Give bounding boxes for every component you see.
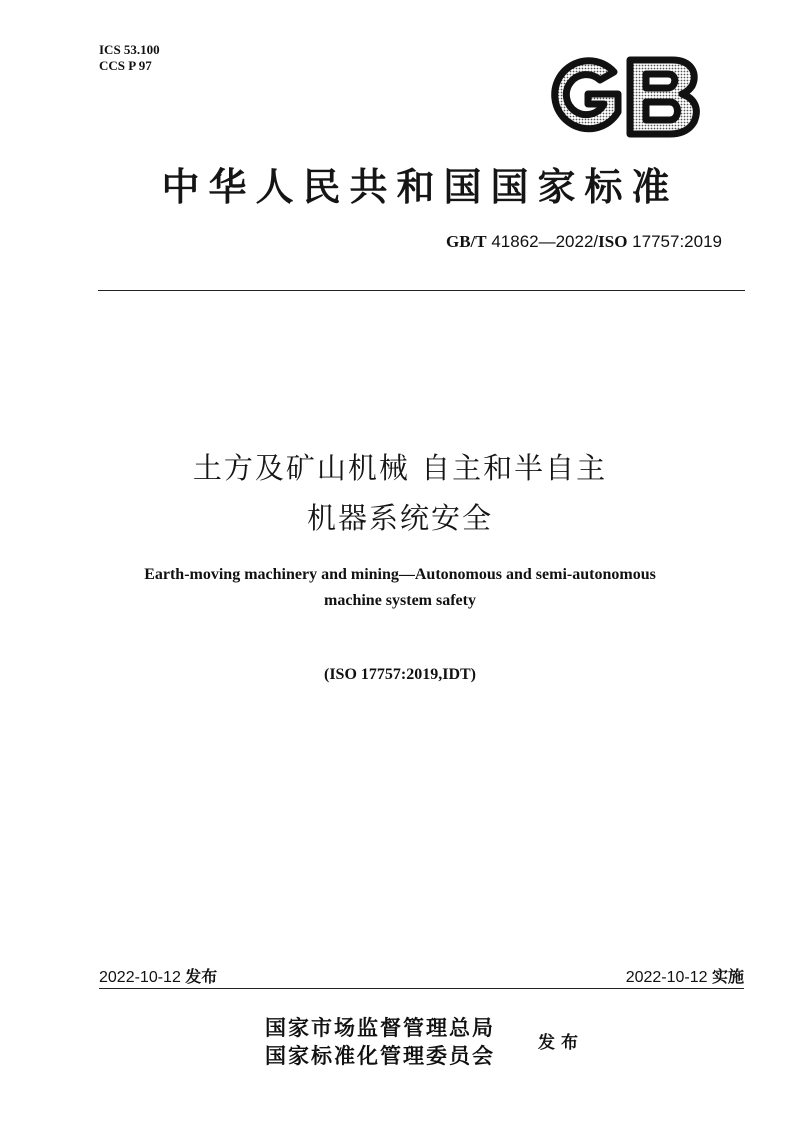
standard-number [446,232,722,252]
footer-divider [99,988,744,989]
implement-date-value: 2022-10-12 [625,969,708,986]
title-cn-line1: 土方及矿山机械 自主和半自主 [192,451,608,485]
std-number: 41862—2022/ [486,232,599,251]
ccs-code: CCS P 97 [99,58,152,73]
issuer-line1: 国家市场监督管理总局 [265,1015,495,1040]
implement-date [626,964,744,987]
classification-codes [99,42,160,74]
header-divider [98,290,745,291]
issue-date [99,964,217,987]
issuer-line2: 国家标准化管理委员会 [265,1043,495,1068]
issue-label: 发布 [185,967,218,986]
gb-logo [542,52,702,140]
std-prefix: GB/T [445,232,487,251]
title-en-line2: machine system safety [324,592,476,609]
title-cn-line2: 机器系统安全 [306,501,493,535]
title-en-line1: Earth-moving machinery and mining—Autonomous and semi-autonomous [144,566,656,583]
issue-date-value: 2022-10-12 [99,969,181,986]
iso-number: 17757:2019 [627,232,722,251]
iso-reference: (ISO 17757:2019,IDT) [323,666,476,683]
iso-prefix: ISO [598,232,628,251]
ics-code: ICS 53.100 [99,42,160,57]
implement-label: 实施 [711,967,744,986]
publish-label: 发布 [538,1033,584,1053]
org-title: 中华人民共和国国家标准 [161,164,679,209]
